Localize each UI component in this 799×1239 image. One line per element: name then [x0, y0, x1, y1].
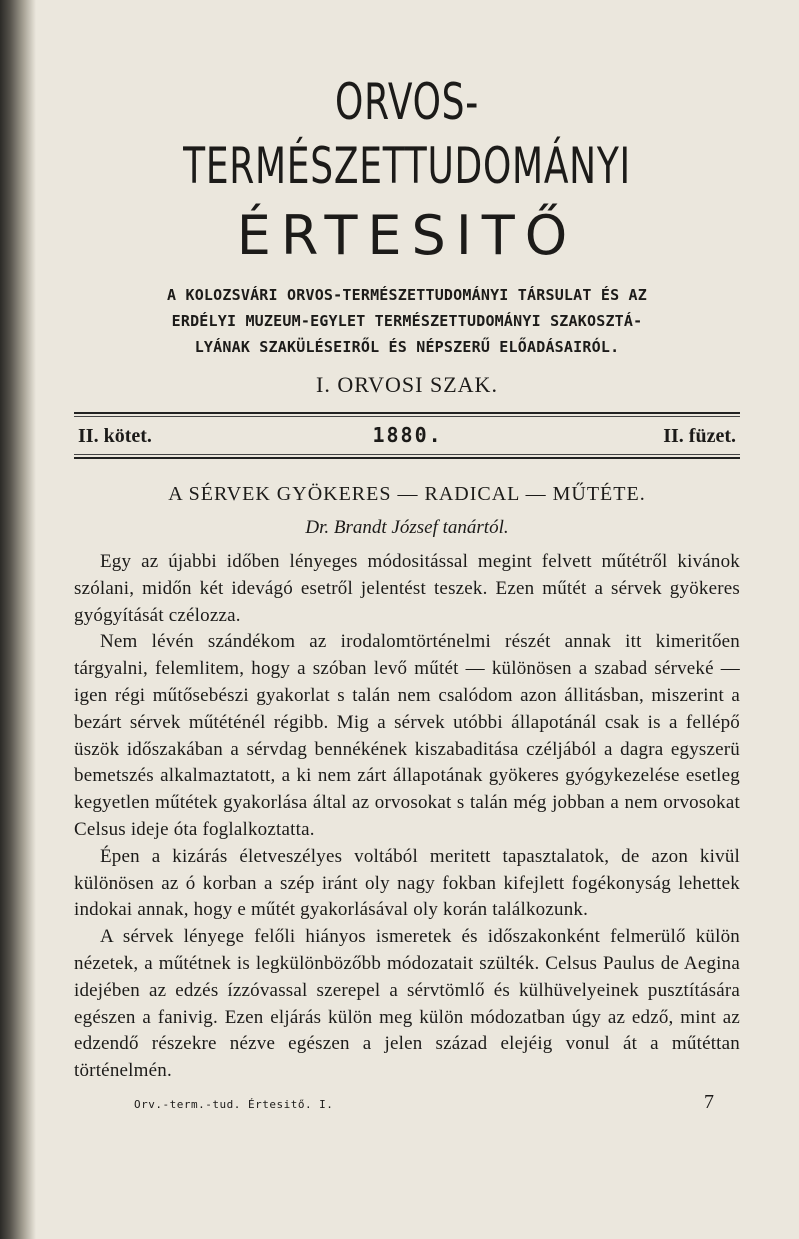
paragraph: Épen a kizárás életveszélyes voltából meritett tapasztalatok, de azon kivül különösen az ó korban a szép iránt oly nagy fokban kifejlett fogékonyság lehettek indokai annak, hogy e műtét gyakorlásával oly korán találkozunk.: [74, 845, 740, 921]
article-body: [74, 549, 740, 1085]
page-number: 7: [704, 1090, 714, 1113]
page-content: [74, 70, 740, 1114]
description-line: ERDÉLYI MUZEUM-EGYLET TERMÉSZETTUDOMÁNYI SZAKOSZTÁ-: [171, 312, 643, 330]
description-line: A KOLOZSVÁRI ORVOS-TERMÉSZETTUDOMÁNYI TÁRSULAT ÉS AZ: [167, 286, 647, 304]
section-name: I. ORVOSI SZAK.: [316, 372, 498, 397]
page-footer: [74, 1091, 740, 1114]
bottom-rule: [74, 454, 740, 459]
paragraph: A sérvek lényege felőli hiányos ismeretek és időszakonként felmerülő külön nézetek, a műtétnek is legkülönbözőbb módozatait szülték. Celsus Paulus de Aegina idejében az edzés ízzóvassal szerepel a sérvtömlő és külhüvelyeinek pusztítására egészen a fanivig. Ezen eljárás külön meg külön módozatban úgy az edző, mint az edzendő részekre nézve egészen a jelen század elejéig vonul át a műtéttan történelmén.: [74, 926, 740, 1082]
issue-label: II. füzet.: [663, 425, 736, 447]
journal-description: [74, 282, 740, 360]
journal-subtitle: ÉRTESITŐ: [236, 204, 578, 267]
paragraph: Nem lévén szándékom az irodalomtörténelmi részét annak itt kimeritően tárgyalni, felemlitem, hogy a szóban levő műtét — különösen a szabad sérveké — igen régi műtősebészi gyakorlat s talán nem csalódom azon állitásban, miszerint a bezárt sérvek műtéténél régibb. Mig a sérvek utóbbi állapotánál csak is a fellépő üszök időszakában a sérvdag bennékének kiszabaditása czéljából a dagra egyszerü bemetszés alkalmaztatott, a ki nem zárt állapotának gyökeres gyógykezelése esetleg kegyetlen műtétek gyakorlása által az orvosokat s talán még jobban a nem orvosokat Celsus ideje óta foglalkoztatta.: [74, 631, 740, 840]
paragraph: Egy az újabbi időben lényeges módositással megint felvett műtétről kivánok szólani, midőn két idevágó esetről jelentést teszek. Ezen műtét a sérvek gyökeres gyógyítását czélozza.: [74, 551, 740, 626]
article-title: A SÉRVEK GYÖKERES — RADICAL — MŰTÉTE.: [168, 483, 646, 505]
volume-line: [74, 417, 740, 454]
volume-label: II. kötet.: [78, 425, 152, 447]
description-line: LYÁNAK SZAKÜLÉSEIRŐL ÉS NÉPSZERŰ ELŐADÁSAIRÓL.: [194, 338, 620, 356]
journal-title: ORVOS-TERMÉSZETTUDOMÁNYI: [183, 73, 631, 195]
article-author: Dr. Brandt József tanártól.: [305, 517, 509, 538]
year-label: 1880.: [372, 423, 443, 447]
footer-source: Orv.-term.-tud. Értesitő. I.: [134, 1097, 334, 1111]
book-binding-edge: [0, 0, 36, 1239]
